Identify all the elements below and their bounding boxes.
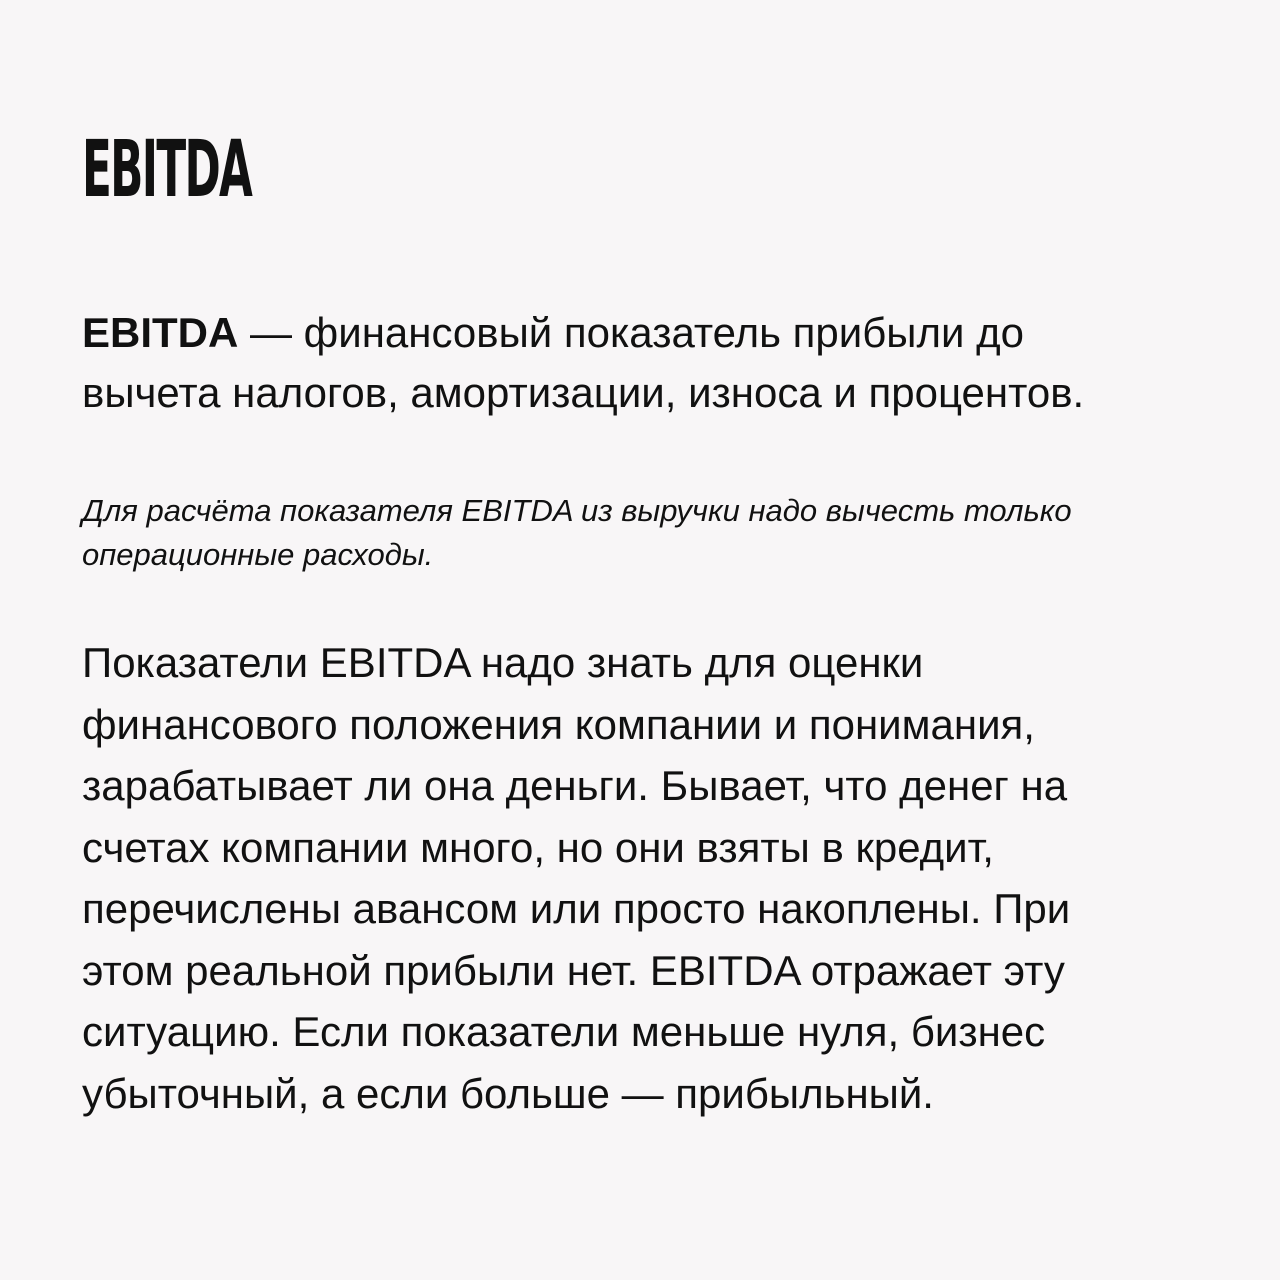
note-line: операционные расходы.: [82, 537, 434, 572]
body-line: этом реальной прибыли нет. EBITDA отражает эту: [82, 946, 1065, 994]
definition-paragraph: [82, 303, 1202, 423]
body-line: зарабатывает ли она деньги. Бывает, что денег на: [82, 762, 1068, 809]
definition-line-1: [82, 303, 1202, 363]
definition-line-1-text: — финансовый показатель прибыли до: [238, 309, 1024, 356]
page-title: EBITDA: [82, 125, 252, 215]
body-line: перечислены авансом или просто накоплены. При: [82, 885, 1071, 932]
body-line: счетах компании много, но они взяты в кредит,: [82, 823, 994, 871]
body-line: ситуацию. Если показатели меньше нуля, бизнес: [82, 1008, 1046, 1055]
definition-line-2: вычета налогов, амортизации, износа и процентов.: [82, 369, 1085, 416]
body-paragraph: [82, 632, 1182, 1124]
body-line: финансового положения компании и понимания,: [82, 700, 1035, 748]
italic-note: [82, 489, 1212, 577]
definition-term: EBITDA: [82, 309, 239, 356]
note-line: Для расчёта показателя EBITDA из выручки надо вычесть только: [82, 493, 1072, 528]
body-line: Показатели EBITDA надо знать для оценки: [82, 639, 924, 686]
body-line: убыточный, а если больше — прибыльный.: [82, 1069, 934, 1117]
